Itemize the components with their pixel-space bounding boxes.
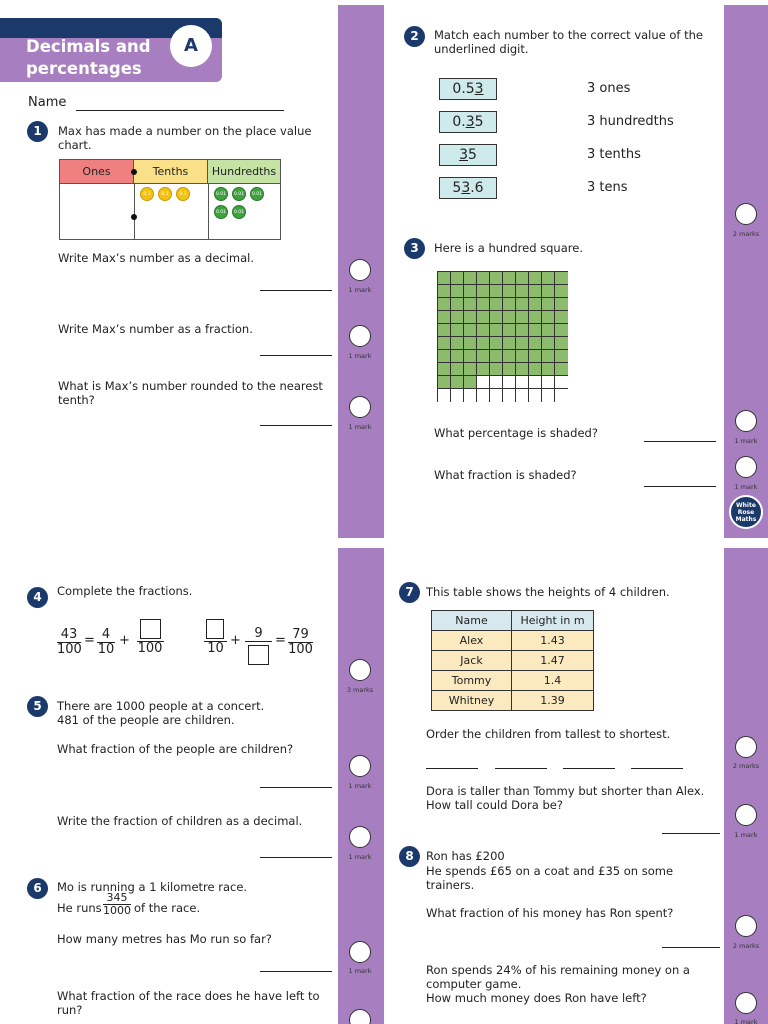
q5b-text: Write the fraction of children as a decimal.: [57, 814, 303, 828]
q6b-text: What fraction of the race does he have left to run?: [57, 989, 320, 1017]
shaded-square: [438, 298, 451, 311]
unshaded-square: [464, 389, 477, 402]
answer-box[interactable]: [206, 619, 224, 639]
shaded-square: [451, 298, 464, 311]
q8b-text-1: Ron spends 24% of his remaining money on a computer game.: [426, 963, 690, 991]
page-title: Decimals and percentages: [26, 37, 151, 78]
q7a-answer-line[interactable]: [631, 768, 683, 769]
shaded-square: [503, 298, 516, 311]
mark-label: 1 mark: [348, 853, 372, 861]
table-cell: 1.39: [512, 691, 594, 711]
mark-circle[interactable]: [735, 915, 757, 937]
hundredth-counter: 0.01: [250, 187, 264, 201]
mark-label: 1 mark: [348, 782, 372, 790]
shaded-square: [477, 298, 490, 311]
q8a-answer-line[interactable]: [662, 947, 720, 948]
hundredth-counter: 0.01: [214, 187, 228, 201]
question-number: 4: [27, 587, 48, 608]
mark-label: 1 mark: [348, 967, 372, 975]
q8b-text-2: How much money does Ron have left?: [426, 991, 647, 1005]
hundredth-counter: 0.01: [232, 205, 246, 219]
mark-label: 3 marks: [346, 686, 374, 694]
shaded-square: [464, 298, 477, 311]
shaded-square: [490, 324, 503, 337]
shaded-square: [464, 363, 477, 376]
mark-label: 2 marks: [732, 942, 760, 950]
shaded-square: [490, 272, 503, 285]
shaded-square: [477, 311, 490, 324]
number-box: 35: [439, 144, 497, 166]
shaded-square: [555, 285, 568, 298]
q3a-answer-line[interactable]: [644, 441, 716, 442]
shaded-square: [542, 337, 555, 350]
table-row: [432, 651, 594, 671]
unshaded-square: [542, 389, 555, 402]
q5-line2: 481 of the people are children.: [57, 713, 235, 727]
mark-circle[interactable]: [349, 396, 371, 418]
answer-box[interactable]: [140, 619, 161, 639]
shaded-square: [477, 272, 490, 285]
table-header: Name: [432, 611, 512, 631]
hundredth-counter: 0.01: [232, 187, 246, 201]
mark-label: 1 mark: [734, 831, 758, 839]
shaded-square: [438, 324, 451, 337]
shaded-square: [464, 311, 477, 324]
hundredth-counter: 0.01: [214, 205, 228, 219]
shaded-square: [438, 337, 451, 350]
shaded-square: [438, 272, 451, 285]
number-box: 0.53: [439, 78, 497, 100]
pv-header-hundredths: Hundredths: [208, 160, 280, 184]
shaded-square: [490, 337, 503, 350]
q7a-answer-line[interactable]: [495, 768, 547, 769]
fraction-numerator: 9: [254, 626, 263, 641]
mark-circle[interactable]: [349, 259, 371, 281]
unshaded-square: [490, 376, 503, 389]
mark-circle[interactable]: [349, 325, 371, 347]
table-cell: 1.47: [512, 651, 594, 671]
shaded-square: [555, 298, 568, 311]
shaded-square: [503, 285, 516, 298]
shaded-square: [451, 311, 464, 324]
shaded-square: [490, 363, 503, 376]
shaded-square: [516, 337, 529, 350]
shaded-square: [516, 363, 529, 376]
shaded-square: [464, 337, 477, 350]
shaded-square: [555, 272, 568, 285]
mark-circle[interactable]: [349, 1009, 371, 1024]
unshaded-square: [451, 389, 464, 402]
q2-prompt: Match each number to the correct value of the underlined digit.: [434, 28, 704, 56]
question-number: 7: [399, 582, 420, 603]
mark-circle[interactable]: [735, 736, 757, 758]
shaded-square: [542, 311, 555, 324]
shaded-square: [451, 285, 464, 298]
q1b-text: Write Max’s number as a fraction.: [58, 322, 253, 336]
table-cell: Tommy: [432, 671, 512, 691]
q5-line1: There are 1000 people at a concert.: [57, 699, 265, 713]
shaded-square: [503, 350, 516, 363]
shaded-square: [516, 285, 529, 298]
table-cell: Jack: [432, 651, 512, 671]
q6a-text: How many metres has Mo run so far?: [57, 932, 272, 946]
shaded-square: [451, 363, 464, 376]
shaded-square: [542, 363, 555, 376]
shaded-square: [503, 311, 516, 324]
place-value-chart: [59, 159, 281, 240]
q3b-answer-line[interactable]: [644, 486, 716, 487]
tenth-counter: 0.1: [176, 187, 190, 201]
q6a-answer-line[interactable]: [260, 971, 332, 972]
hundred-square: [437, 271, 568, 402]
q7b-text-2: How tall could Dora be?: [426, 798, 563, 812]
decimal-point-dot: [131, 214, 137, 220]
number-box: 53.6: [439, 177, 497, 199]
tenth-counter: 0.1: [140, 187, 154, 201]
fraction-denominator: 10: [207, 641, 224, 656]
table-header: Height in m: [512, 611, 594, 631]
table-row: [432, 671, 594, 691]
shaded-square: [490, 298, 503, 311]
shaded-square: [464, 376, 477, 389]
q7b-answer-line[interactable]: [662, 833, 720, 834]
table-cell: Whitney: [432, 691, 512, 711]
q5a-answer-line[interactable]: [260, 787, 332, 788]
shaded-square: [464, 285, 477, 298]
answer-box[interactable]: [248, 645, 269, 665]
q6-line1: Mo is running a 1 kilometre race.: [57, 880, 248, 894]
mark-circle[interactable]: [735, 456, 757, 478]
mark-label: 1 mark: [734, 1018, 758, 1024]
shaded-square: [516, 272, 529, 285]
shaded-square: [477, 350, 490, 363]
question-number: 2: [404, 26, 425, 47]
mark-label: 1 mark: [734, 437, 758, 445]
shaded-square: [438, 285, 451, 298]
shaded-square: [529, 363, 542, 376]
q8-line1: Ron has £200: [426, 849, 505, 863]
mark-circle[interactable]: [349, 755, 371, 777]
name-label: Name: [28, 95, 67, 110]
shaded-square: [451, 376, 464, 389]
digit-value: 3 tens: [587, 180, 628, 195]
fraction: $\frac{43}{100}$: [57, 627, 82, 657]
heights-table: [431, 610, 594, 711]
table-row: [432, 631, 594, 651]
shaded-square: [542, 272, 555, 285]
shaded-square: [555, 363, 568, 376]
shaded-square: [555, 324, 568, 337]
question-number: 6: [27, 878, 48, 899]
fraction: $\frac{79}{100}$: [288, 627, 313, 657]
shaded-square: [529, 298, 542, 311]
shaded-square: [438, 376, 451, 389]
shaded-square: [451, 350, 464, 363]
pv-header-ones: Ones: [60, 160, 134, 184]
unshaded-square: [555, 389, 568, 402]
shaded-square: [438, 350, 451, 363]
number-box: 0.35: [439, 111, 497, 133]
q7a-text: Order the children from tallest to shortest.: [426, 727, 671, 741]
question-number: 8: [399, 846, 420, 867]
mark-label: 1 mark: [348, 423, 372, 431]
q6-line2-post: of the race.: [134, 901, 201, 915]
q8-line2: He spends £65 on a coat and £35 on some trainers.: [426, 864, 674, 892]
shaded-square: [503, 324, 516, 337]
q1b-answer-line[interactable]: [260, 355, 332, 356]
fraction-denominator: 100: [137, 641, 163, 656]
shaded-square: [490, 350, 503, 363]
shaded-square: [529, 311, 542, 324]
shaded-square: [516, 324, 529, 337]
unshaded-square: [555, 376, 568, 389]
shaded-square: [542, 285, 555, 298]
mark-circle[interactable]: [735, 410, 757, 432]
shaded-square: [516, 311, 529, 324]
equals-sign: =: [84, 633, 95, 648]
title-banner: [0, 18, 222, 82]
mark-circle[interactable]: [349, 826, 371, 848]
shaded-square: [503, 337, 516, 350]
q7b-text-1: Dora is taller than Tommy but shorter than Alex.: [426, 784, 705, 798]
shaded-square: [464, 324, 477, 337]
digit-value: 3 ones: [587, 81, 631, 96]
shaded-square: [542, 324, 555, 337]
shaded-square: [542, 350, 555, 363]
q7a-answer-line[interactable]: [563, 768, 615, 769]
table-row: [432, 691, 594, 711]
pv-header-tenths: Tenths: [134, 160, 208, 184]
unshaded-square: [438, 389, 451, 402]
digit-value: 3 tenths: [587, 147, 641, 162]
version-badge: A: [170, 25, 212, 67]
unshaded-square: [542, 376, 555, 389]
q1c-answer-line[interactable]: [260, 425, 332, 426]
q7a-answer-line[interactable]: [426, 768, 478, 769]
unshaded-square: [516, 376, 529, 389]
shaded-square: [451, 324, 464, 337]
shaded-square: [490, 285, 503, 298]
mark-circle[interactable]: [735, 992, 757, 1014]
shaded-square: [555, 337, 568, 350]
mark-circle[interactable]: [735, 804, 757, 826]
shaded-square: [529, 350, 542, 363]
q3-prompt: Here is a hundred square.: [434, 241, 583, 255]
shaded-square: [529, 272, 542, 285]
shaded-square: [555, 350, 568, 363]
name-field[interactable]: [76, 110, 284, 111]
mark-label: 2 marks: [732, 762, 760, 770]
table-cell: Alex: [432, 631, 512, 651]
mark-label: 1 mark: [348, 352, 372, 360]
unshaded-square: [477, 389, 490, 402]
shaded-square: [503, 363, 516, 376]
mark-label: 1 mark: [734, 483, 758, 491]
mark-circle[interactable]: [349, 941, 371, 963]
mark-circle[interactable]: [735, 203, 757, 225]
shaded-square: [438, 363, 451, 376]
q1-prompt: Max has made a number on the place value chart.: [58, 124, 312, 152]
q8a-text: What fraction of his money has Ron spent?: [426, 906, 674, 920]
shaded-square: [555, 311, 568, 324]
question-number: 3: [404, 238, 425, 259]
shaded-square: [542, 298, 555, 311]
mark-circle[interactable]: [349, 659, 371, 681]
shaded-square: [477, 363, 490, 376]
shaded-square: [503, 272, 516, 285]
shaded-square: [529, 285, 542, 298]
equals-sign: =: [275, 633, 286, 648]
digit-value: 3 hundredths: [587, 114, 674, 129]
shaded-square: [516, 298, 529, 311]
q4-prompt: Complete the fractions.: [57, 584, 193, 598]
q5a-text: What fraction of the people are children?: [57, 742, 294, 756]
q7-prompt: This table shows the heights of 4 children.: [426, 585, 670, 599]
shaded-square: [464, 350, 477, 363]
q5b-answer-line[interactable]: [260, 857, 332, 858]
unshaded-square: [529, 389, 542, 402]
shaded-square: [529, 324, 542, 337]
unshaded-square: [503, 376, 516, 389]
q1c-text: What is Max’s number rounded to the nearest tenth?: [58, 379, 323, 407]
margin-strip-bottom-right: [724, 548, 768, 1024]
mark-label: 1 mark: [348, 286, 372, 294]
white-rose-maths-logo: White Rose Maths: [729, 495, 763, 529]
fraction: $\frac{4}{10}$: [97, 627, 115, 657]
unshaded-square: [503, 389, 516, 402]
shaded-square: [451, 337, 464, 350]
plus-sign: +: [119, 633, 130, 648]
shaded-square: [477, 337, 490, 350]
tenth-counter: 0.1: [158, 187, 172, 201]
shaded-square: [516, 350, 529, 363]
decimal-point-dot: [131, 169, 137, 175]
shaded-square: [438, 311, 451, 324]
shaded-square: [490, 311, 503, 324]
q3a-text: What percentage is shaded?: [434, 426, 598, 440]
table-cell: 1.43: [512, 631, 594, 651]
q1a-text: Write Max’s number as a decimal.: [58, 251, 255, 265]
q6-line2-pre: He runs: [57, 901, 102, 915]
fraction: $\frac{345}{1000}$: [103, 891, 131, 917]
unshaded-square: [516, 389, 529, 402]
shaded-square: [477, 285, 490, 298]
question-number: 5: [27, 696, 48, 717]
question-number: 1: [27, 121, 48, 142]
shaded-square: [477, 324, 490, 337]
shaded-square: [451, 272, 464, 285]
unshaded-square: [490, 389, 503, 402]
table-cell: 1.4: [512, 671, 594, 691]
q1a-answer-line[interactable]: [260, 290, 332, 291]
plus-sign: +: [230, 633, 241, 648]
shaded-square: [464, 272, 477, 285]
unshaded-square: [529, 376, 542, 389]
unshaded-square: [477, 376, 490, 389]
q3b-text: What fraction is shaded?: [434, 468, 577, 482]
mark-label: 2 marks: [732, 230, 760, 238]
shaded-square: [529, 337, 542, 350]
